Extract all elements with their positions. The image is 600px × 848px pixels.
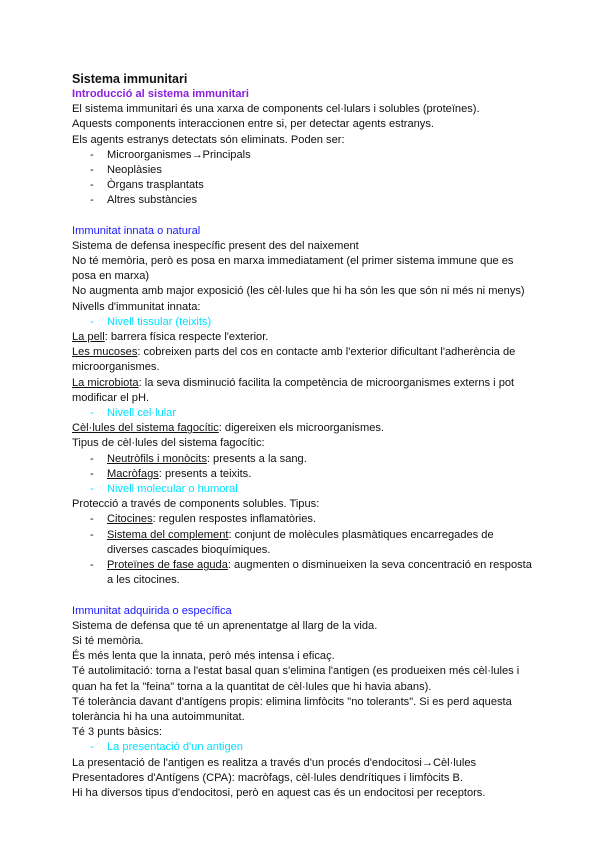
innate-level-list bbox=[72, 315, 532, 330]
innate-line: No augmenta amb major exposició (les cèl·lules que hi ha són les que són ni més ni menys) bbox=[72, 285, 525, 298]
list-item: - Altres substàncies bbox=[90, 193, 532, 208]
prot-text: : augmenten o disminueixen la seva concentració en resposta a les citocines. bbox=[107, 559, 532, 587]
neutro-text: : presents a la sang. bbox=[206, 452, 307, 465]
list-item bbox=[90, 528, 532, 558]
acquired-line: Sistema de defensa que té un aprenentatge al llarg de la vida. bbox=[72, 619, 378, 632]
acquired-line: Hi ha diversos tipus d'endocitosi, però en aquest cas és un endocitosi per receptors. bbox=[72, 786, 486, 799]
foreign-agents-list bbox=[72, 148, 532, 209]
innate-line: Nivells d'immunitat innata: bbox=[72, 300, 201, 313]
basic-points-list bbox=[72, 740, 532, 755]
acquired-heading: Immunitat adquirida o específica bbox=[72, 604, 232, 617]
fagocitic-paragraph bbox=[72, 421, 532, 436]
list-item bbox=[90, 467, 532, 482]
mucoses-paragraph bbox=[72, 345, 532, 375]
tipus-line: Tipus de cèl·lules del sistema fagocític: bbox=[72, 437, 265, 450]
acquired-line: Té tolerància davant d'antígens propis: elimina limfòcits "no tolerants". Si es perd aquesta tolerància hi ha una autoimmunitat. bbox=[72, 695, 512, 723]
fagocitic-term: Cèl·lules del sistema fagocític bbox=[72, 422, 219, 435]
prot-term: Proteïnes de fase aguda bbox=[107, 559, 228, 572]
mucoses-term: Les mucoses bbox=[72, 346, 138, 359]
page-title: Sistema immunitari bbox=[72, 72, 188, 86]
proteccio-line: Protecció a través de components solubles. Tipus: bbox=[72, 498, 320, 511]
intro-line: Els agents estranys detectats són eliminats. Poden ser: bbox=[72, 133, 345, 146]
list-item: - Neoplàsies bbox=[90, 163, 532, 178]
list-item bbox=[90, 512, 532, 527]
macro-text: : presents a teixits. bbox=[158, 467, 252, 480]
acquired-line: Té autolimitació: torna a l'estat basal quan s'elimina l'antigen (es produeixen més cèl·lules i quan ha fet la "feina" torna a la quantitat de cèl·lules que hi havia abans). bbox=[72, 665, 520, 693]
level-tissular: - Nivell tissular (teixits) bbox=[90, 315, 532, 330]
list-item bbox=[90, 558, 532, 588]
list-item: - Microorganismes→Principals bbox=[90, 148, 532, 163]
microbiota-text: : la seva disminució facilita la competència de microorganismes externs i pot modificar el pH. bbox=[72, 376, 515, 404]
pell-text: : barrera física respecte l'exterior. bbox=[104, 331, 269, 344]
macro-term: Macròfags bbox=[107, 467, 159, 480]
fagocitic-text: : digereixen els microorganismes. bbox=[218, 422, 384, 435]
mucoses-text: : cobreixen parts del cos en contacte amb l'exterior dificultant l'adherència de microorganismes. bbox=[72, 346, 516, 374]
innate-level-list bbox=[72, 406, 532, 421]
cito-text: : regulen respostes inflamatòries. bbox=[152, 513, 317, 526]
intro-heading: Introducció al sistema immunitari bbox=[72, 88, 249, 100]
list-item bbox=[90, 452, 532, 467]
neutro-term: Neutròfils i monòcits bbox=[107, 452, 207, 465]
phagocyte-types-list bbox=[72, 452, 532, 482]
microbiota-term: La microbiota bbox=[72, 376, 139, 389]
acquired-line: És més lenta que la innata, però més intensa i eficaç. bbox=[72, 650, 335, 663]
document-page bbox=[72, 71, 532, 801]
pell-paragraph bbox=[72, 330, 532, 345]
list-item: - Òrgans trasplantats bbox=[90, 178, 532, 193]
innate-level-list bbox=[72, 482, 532, 497]
level-cellular: - Nivell cel·lular bbox=[90, 406, 532, 421]
innate-line: Sistema de defensa inespecífic present des del naixement bbox=[72, 239, 359, 252]
soluble-components-list bbox=[72, 512, 532, 588]
intro-line: El sistema immunitari és una xarxa de components cel·lulars i solubles (proteïnes). bbox=[72, 103, 480, 116]
compl-text: : conjunt de molècules plasmàtiques encarregades de diverses cascades bioquímiques. bbox=[107, 528, 494, 556]
acquired-line: Si té memòria. bbox=[72, 634, 144, 647]
microbiota-paragraph bbox=[72, 376, 532, 406]
intro-line: Aquests components interaccionen entre si, per detectar agents estranys. bbox=[72, 118, 434, 131]
compl-term: Sistema del complement bbox=[107, 528, 229, 541]
level-molecular: - Nivell molecular o humoral bbox=[90, 482, 532, 497]
acquired-line: La presentació de l'antigen es realitza a través d'un procés d'endocitosi→Cèl·lules Presentadores d'Antígens (CPA): macròfags, cèl·lules dendrítiques i limfòcits B. bbox=[72, 756, 477, 784]
innate-line: No té memòria, però es posa en marxa immediatament (el primer sistema immune que es posa en marxa) bbox=[72, 255, 514, 283]
innate-heading: Immunitat innata o natural bbox=[72, 224, 201, 237]
pell-term: La pell bbox=[72, 331, 105, 344]
cito-term: Citocines bbox=[107, 513, 153, 526]
acquired-line: Té 3 punts bàsics: bbox=[72, 726, 163, 739]
point-antigen-presentation: - La presentació d'un antigen bbox=[90, 740, 532, 755]
